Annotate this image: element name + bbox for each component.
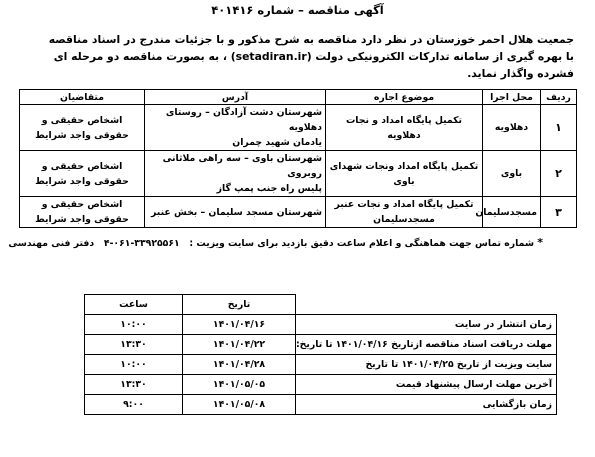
address-line: شهرستان دشت آزادگان – روستای دهلاویه xyxy=(165,107,322,133)
row-subject: تکمیل پایگاه امداد ونجات شهدای باوی xyxy=(326,151,483,197)
schedule-date: ۱۴۰۱/۰۴/۲۸ xyxy=(183,355,296,375)
schedule-label: زمان بازگشایی xyxy=(296,395,557,415)
schedule-table xyxy=(84,294,557,415)
row-applicants xyxy=(20,197,145,228)
row-number: ۳ xyxy=(541,197,577,228)
schedule-time: ۱۳:۳۰ xyxy=(85,375,183,395)
header-time: ساعت xyxy=(85,295,183,315)
row-place: باوی xyxy=(483,151,541,197)
schedule-label: زمان انتشار در سایت xyxy=(296,315,557,335)
contact-note xyxy=(8,236,543,249)
intro-paragraph: جمعیت هلال احمر خوزستان در نظر دارد مناقصه به شرح مذکور و با جزئیات مندرج در اسناد مناقصه با بهره گیری از سامانه تدارکات الکترونیکی دولت (setadiran.ir) ، به بصورت مناقصه دو مرحله ای فشرده واگذار نماید. xyxy=(48,33,574,80)
schedule-time: ۹:۰۰ xyxy=(85,395,183,415)
address-line: پلیس راه جنب پمپ گاز xyxy=(216,183,322,194)
schedule-date: ۱۴۰۱/۰۵/۰۵ xyxy=(183,375,296,395)
table-row xyxy=(85,375,557,395)
table-row xyxy=(20,197,577,228)
row-address xyxy=(145,105,326,151)
row-number: ۱ xyxy=(541,105,577,151)
note-text: شماره تماس جهت هماهنگی و اعلام ساعت دقیق بازدید برای سایت ویزیت : xyxy=(189,238,534,249)
row-subject: تکمیل پایگاه امداد و نجات دهلاویه xyxy=(326,105,483,151)
header-applicants: متقاضیان xyxy=(20,90,145,105)
page-title: آگهی مناقصه – شماره ۴۰۱۴۱۶ xyxy=(211,3,384,17)
table-row xyxy=(20,151,577,197)
schedule-table-header xyxy=(85,295,557,315)
contact-phone: ۴-۰۶۱-۳۳۹۲۵۵۶۱ xyxy=(103,238,180,249)
row-place: مسجدسلیمان xyxy=(483,197,541,228)
applicants-line: حقوقی واجد شرایط xyxy=(35,175,129,187)
header-address: آدرس xyxy=(145,90,326,105)
table-row xyxy=(85,355,557,375)
asterisk: * xyxy=(537,236,543,249)
schedule-label: سایت ویزیت از تاریخ ۱۴۰۱/۰۴/۲۵ تا تاریخ xyxy=(296,355,557,375)
address-line: شهرستان مسجد سلیمان – بخش عنبر xyxy=(151,206,322,218)
schedule-date: ۱۴۰۱/۰۴/۲۲ xyxy=(183,335,296,355)
projects-table xyxy=(19,89,577,228)
row-place: دهلاویه xyxy=(483,105,541,151)
applicants-line: اشخاص حقیقی و xyxy=(41,199,123,210)
row-applicants xyxy=(20,105,145,151)
address-line: یادمان شهید چمران xyxy=(232,137,322,148)
header-subject: موضوع اجاره xyxy=(326,90,483,105)
header-empty-cell xyxy=(296,295,557,315)
applicants-line: حقوقی واجد شرایط xyxy=(35,214,129,225)
table-row xyxy=(85,395,557,415)
office-name: دفتر فنی مهندسی xyxy=(8,238,95,249)
row-number: ۲ xyxy=(541,151,577,197)
schedule-time: ۱۳:۳۰ xyxy=(85,335,183,355)
applicants-line: اشخاص حقیقی و xyxy=(41,114,123,126)
applicants-line: اشخاص حقیقی و xyxy=(41,160,123,172)
table-row xyxy=(85,335,557,355)
row-subject: تکمیل پایگاه امداد و نجات عنبر مسجدسلیمان xyxy=(326,197,483,228)
address-line: شهرستان باوی – سه راهی ملاثانی روبروی xyxy=(162,153,322,179)
schedule-date: ۱۴۰۱/۰۴/۱۶ xyxy=(183,315,296,335)
table-row xyxy=(20,105,577,151)
schedule-label: آخرین مهلت ارسال پیشنهاد قیمت xyxy=(296,375,557,395)
header-row-number: ردیف xyxy=(541,90,577,105)
row-applicants xyxy=(20,151,145,197)
schedule-date: ۱۴۰۱/۰۵/۰۸ xyxy=(183,395,296,415)
header-place: محل اجرا xyxy=(483,90,541,105)
schedule-time: ۱۰:۰۰ xyxy=(85,315,183,335)
schedule-label: مهلت دریافت اسناد مناقصه ازتاریخ ۱۴۰۱/۰۴/۱۶ تا تاریخ: xyxy=(296,335,557,355)
applicants-line: حقوقی واجد شرایط xyxy=(35,129,129,141)
header-date: تاریخ xyxy=(183,295,296,315)
row-address xyxy=(145,197,326,228)
table-row xyxy=(85,315,557,335)
row-address xyxy=(145,151,326,197)
projects-table-header xyxy=(20,90,577,105)
schedule-time: ۱۰:۰۰ xyxy=(85,355,183,375)
